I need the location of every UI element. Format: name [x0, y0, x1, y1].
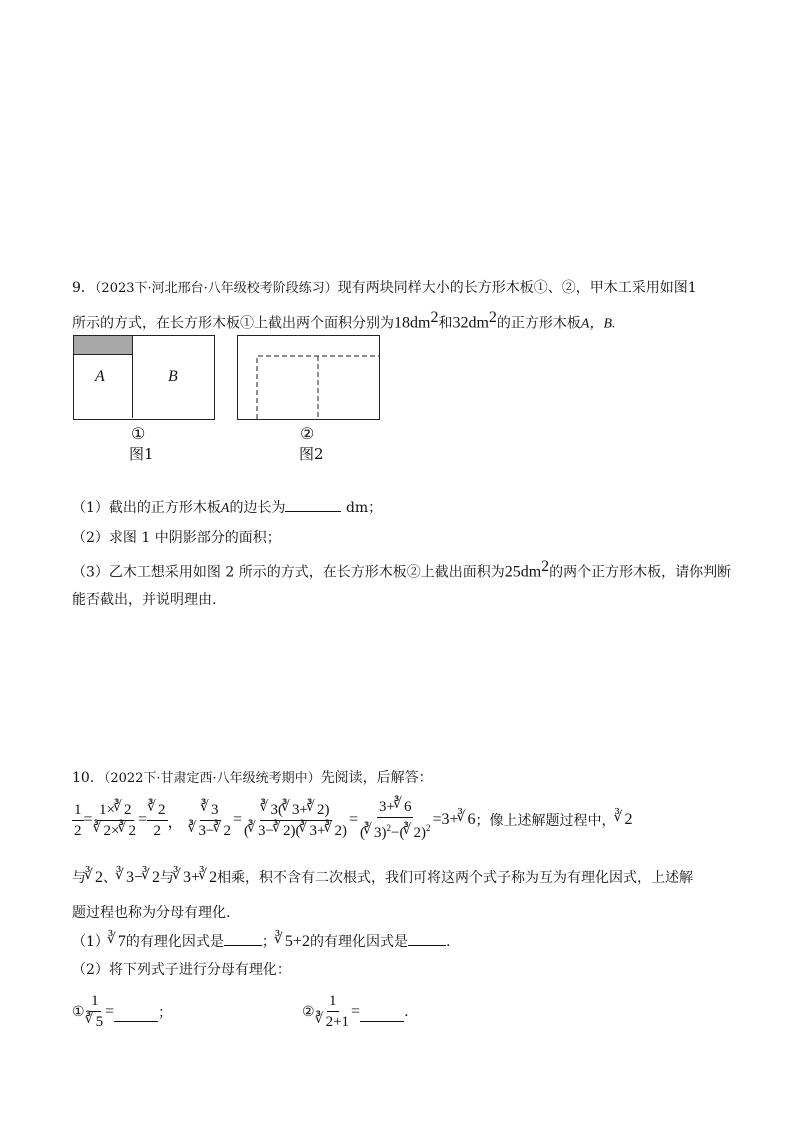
q9-stem-2d: A，B. — [580, 316, 616, 332]
q9-unit-a: dm — [410, 314, 431, 332]
q10-item-1: ① 1 ∛ 5 = ； — [72, 992, 172, 1031]
figure-1-caption: 图1 — [129, 445, 154, 463]
figure-1-shaded-region — [74, 336, 133, 355]
q9-stem-2b: 和 — [438, 315, 453, 332]
q9-line-2: 所示的方式，在长方形木板①上截出两个面积分别为$18dm^2$和$32dm^2$的正方形木板A，B. — [72, 309, 616, 332]
figure-2-caption: 图2 — [299, 445, 324, 463]
figure-1-label-b: B — [168, 368, 178, 385]
q9-part-2: （2）求图 1 中阴影部分的面积； — [72, 530, 281, 546]
q10-part-2: （2）将下列式子进行分母有理化： — [72, 962, 291, 978]
q10-line-2: 与∛ 2、∛ 3−∛ 2与∛ 3+∛ 2相乘，积不含有二次根式，我们可将这两个式子称为互为有理化因式，上述解 — [72, 868, 693, 888]
q10-worked-example: $\frac{1}{2}$ = 1×∛ 2 ∛ 2×∛ 2 = ∛ $\frac{2}{2}$ ， ∛ 3 ∛ 3−∛ 2 = ∛ $\frac{3(∛ 3+∛ 2)}{(∛ 3-∛ 2)(∛ 3+∛ 2)}$ = $\frac{3+∛ 6}{(∛ 3)^2-(∛ 2)^2}$ = 3+∛ 6 ；像上述解题过程中， ∛ 2 — [72, 798, 633, 842]
q9-area-b: 32 — [452, 314, 469, 332]
q10-item-1-blank[interactable] — [114, 1007, 158, 1022]
q10-number: 10． — [72, 770, 104, 786]
q9-part-3-line-2: 能否截出，并说明理由. — [72, 592, 217, 608]
q10-part-1: （1）∛ 7的有理化因式是 ；∛ 5+2的有理化因式是 . — [72, 931, 450, 952]
q10-item-2: ② 1 ∛ 2+1 = . — [302, 992, 409, 1031]
figure-1-divider — [132, 336, 133, 418]
q10-stem: 先阅读，后解答： — [320, 770, 433, 786]
q9-stem-1: 现有两块同样大小的长方形木板①、②，甲木工采用如图1 — [337, 280, 697, 296]
q9-number: 9． — [72, 280, 95, 296]
q10-line-3: 题过程也称为分母有理化. — [72, 905, 231, 921]
figure-2-dashed-squares — [237, 335, 380, 420]
q10-line-1 — [72, 768, 433, 789]
q9-part-1: （1）截出的正方形木板A的边长为 dm； — [72, 497, 382, 519]
figure-2-circle-number: ② — [300, 424, 315, 443]
figure-1-label-a: A — [95, 368, 105, 385]
q10-answer-blank-2[interactable] — [408, 931, 446, 946]
q10-source: （2022下·甘肃定西·八年级统考期中） — [103, 771, 321, 786]
q9-stem-2a: 所示的方式，在长方形木板①上截出两个面积分别为 — [72, 315, 394, 332]
q9-part-3-line-1: （3）乙木工想采用如图 2 所示的方式，在长方形木板②上截出面积为$25dm^2$的两个正方形木板，请你判断 — [72, 558, 732, 581]
q9-unit-b: dm — [468, 314, 489, 332]
q10-answer-blank-1[interactable] — [224, 931, 262, 946]
figure-1-circle-number: ① — [131, 424, 146, 443]
q9-area-a: 18 — [394, 314, 410, 332]
q9-answer-blank[interactable] — [285, 497, 341, 512]
q9-stem-2c: 的正方形木板 — [496, 315, 581, 332]
q10-item-2-blank[interactable] — [360, 1007, 404, 1022]
q9-source: （2023下·河北邢台·八年级校考阶段练习） — [94, 281, 338, 296]
q9-line-1 — [72, 278, 697, 299]
